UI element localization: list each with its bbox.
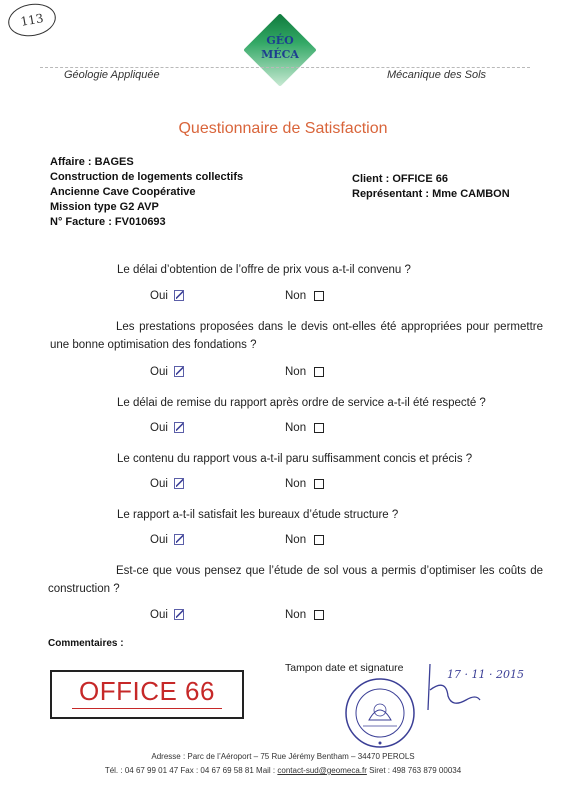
signature-icon bbox=[418, 660, 488, 720]
empty-checkbox-icon[interactable] bbox=[314, 535, 324, 545]
no-label: Non bbox=[285, 290, 307, 302]
empty-checkbox-icon[interactable] bbox=[314, 610, 324, 620]
no-label: Non bbox=[285, 366, 307, 378]
client-line: Client : OFFICE 66 bbox=[352, 173, 448, 185]
yes-label: Oui bbox=[150, 478, 168, 490]
answer-no-4[interactable] bbox=[285, 478, 324, 490]
answer-yes-4[interactable] bbox=[150, 478, 184, 490]
invoice-line: N° Facture : FV010693 bbox=[50, 216, 166, 228]
affaire-line: Affaire : BAGES bbox=[50, 156, 134, 168]
answer-yes-3[interactable] bbox=[150, 422, 184, 434]
empty-checkbox-icon[interactable] bbox=[314, 367, 324, 377]
geomeca-logo bbox=[244, 14, 316, 86]
no-label: Non bbox=[285, 534, 307, 546]
official-seal-icon bbox=[343, 676, 417, 750]
office-stamp-underline bbox=[72, 708, 222, 709]
yes-label: Oui bbox=[150, 290, 168, 302]
checked-box-icon[interactable] bbox=[174, 478, 184, 489]
no-label: Non bbox=[285, 478, 307, 490]
header-right-text: Mécanique des Sols bbox=[387, 69, 487, 81]
question-4: Le contenu du rapport vous a-t-il paru suffisamment concis et précis ? bbox=[117, 453, 473, 465]
answer-no-5[interactable] bbox=[285, 534, 324, 546]
affaire-info bbox=[50, 155, 243, 230]
logo-text bbox=[244, 34, 316, 62]
page-number: 113 bbox=[6, 0, 59, 40]
office-stamp-text: OFFICE 66 bbox=[79, 676, 215, 706]
answer-yes-6[interactable] bbox=[150, 609, 184, 621]
question-3: Le délai de remise du rapport après ordre de service a-t-il été respecté ? bbox=[117, 397, 486, 409]
yes-label: Oui bbox=[150, 366, 168, 378]
representative-line: Représentant : Mme CAMBON bbox=[352, 188, 510, 200]
no-label: Non bbox=[285, 609, 307, 621]
client-info bbox=[352, 172, 510, 202]
answer-no-3[interactable] bbox=[285, 422, 324, 434]
checked-box-icon[interactable] bbox=[174, 366, 184, 377]
footer-address: Adresse : Parc de l’Aéroport – 75 Rue Jérémy Bentham – 34470 PEROLS bbox=[151, 752, 415, 761]
answer-yes-5[interactable] bbox=[150, 534, 184, 546]
checked-box-icon[interactable] bbox=[174, 534, 184, 545]
page-title: Questionnaire de Satisfaction bbox=[178, 120, 388, 137]
comments-label: Commentaires : bbox=[48, 638, 124, 649]
logo-line1: GÉO bbox=[266, 34, 294, 47]
answer-yes-1[interactable] bbox=[150, 290, 184, 302]
empty-checkbox-icon[interactable] bbox=[314, 291, 324, 301]
question-2: Les prestations proposées dans le devis ont-elles été appropriées pour permettre une bonne optimisation des fondations ? bbox=[50, 321, 543, 351]
empty-checkbox-icon[interactable] bbox=[314, 479, 324, 489]
footer-tel: Tél. : 04 67 99 01 47 Fax : 04 67 69 58 81 Mail : bbox=[104, 766, 278, 775]
question-5: Le rapport a-t-il satisfait les bureaux d’étude structure ? bbox=[117, 509, 399, 521]
header-rule bbox=[40, 67, 530, 68]
footer-siret: Siret : 498 763 879 00034 bbox=[366, 766, 462, 775]
footer-contact bbox=[0, 766, 566, 775]
project-line: Construction de logements collectifs bbox=[50, 171, 244, 183]
site-line: Ancienne Cave Coopérative bbox=[50, 186, 196, 198]
footer-mail-link[interactable]: contact-sud@geomeca.fr bbox=[277, 766, 367, 775]
header-left-text: Géologie Appliquée bbox=[64, 69, 160, 81]
checked-box-icon[interactable] bbox=[174, 290, 184, 301]
question-6: Est-ce que vous pensez que l’étude de sol vous a permis d’optimiser les coûts de construction ? bbox=[48, 565, 543, 595]
answer-yes-2[interactable] bbox=[150, 366, 184, 378]
logo-line2: MÉCA bbox=[261, 48, 299, 61]
answer-no-2[interactable] bbox=[285, 366, 324, 378]
stamp-label: Tampon date et signature bbox=[285, 662, 404, 674]
yes-label: Oui bbox=[150, 422, 168, 434]
signature-date: 17 · 11 · 2015 bbox=[447, 668, 524, 681]
answer-no-6[interactable] bbox=[285, 609, 324, 621]
yes-label: Oui bbox=[150, 609, 168, 621]
empty-checkbox-icon[interactable] bbox=[314, 423, 324, 433]
answer-no-1[interactable] bbox=[285, 290, 324, 302]
no-label: Non bbox=[285, 422, 307, 434]
yes-label: Oui bbox=[150, 534, 168, 546]
mission-line: Mission type G2 AVP bbox=[50, 201, 159, 213]
question-1: Le délai d’obtention de l’offre de prix vous a-t-il convenu ? bbox=[117, 264, 411, 276]
office-stamp bbox=[50, 670, 244, 719]
checked-box-icon[interactable] bbox=[174, 422, 184, 433]
checked-box-icon[interactable] bbox=[174, 609, 184, 620]
